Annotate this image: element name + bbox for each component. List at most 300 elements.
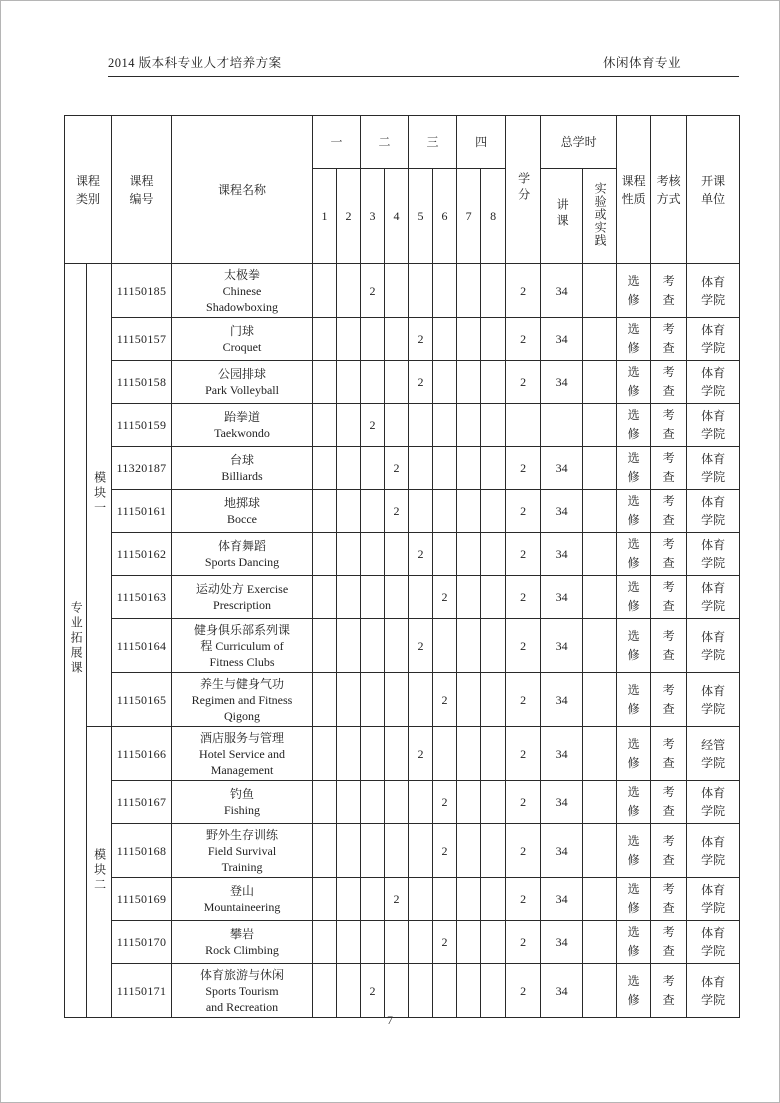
assessment-value: 考查 [651,824,687,878]
course-name-line: 台球 [230,453,255,467]
semester-hours-6: 2 [433,921,457,964]
assessment-value: 考查 [651,964,687,1018]
course-id: 11150164 [112,619,172,673]
semester-hours-1 [313,490,337,533]
semester-hours-4 [385,781,409,824]
course-row [65,318,740,361]
offering-unit-value: 体育学院 [687,447,740,490]
course-id: 11150169 [112,878,172,921]
practice-hours-value [583,964,617,1018]
course-row [65,824,740,878]
course-id: 11150165 [112,673,172,727]
semester-hours-5 [409,404,433,447]
course-name [172,824,313,878]
course-name-line: Fitness Clubs [209,654,275,669]
col-header-semester-6: 6 [433,169,457,264]
course-name-line: Management [210,762,274,777]
course-name-line: 地掷球 [224,496,261,510]
semester-hours-8 [481,576,506,619]
col-header-course-name: 课程名称 [172,116,313,264]
course-row [65,673,740,727]
course-name [172,264,313,318]
semester-hours-1 [313,361,337,404]
course-name-line: Sports Tourism [205,983,279,998]
lecture-hours-value: 34 [541,318,583,361]
semester-hours-4: 2 [385,447,409,490]
col-header-offering-unit: 开课单位 [687,116,740,264]
semester-hours-1 [313,533,337,576]
course-nature-value: 选修 [617,921,651,964]
semester-hours-3 [361,619,385,673]
semester-hours-5: 2 [409,619,433,673]
course-name-line: Bocce [227,512,257,526]
offering-unit-value: 体育学院 [687,964,740,1018]
practice-hours-value [583,318,617,361]
offering-unit-value: 体育学院 [687,781,740,824]
course-name-line: 运动处方 Exercise [195,582,289,596]
semester-hours-4 [385,264,409,318]
course-row [65,964,740,1018]
course-name [172,619,313,673]
assessment-value: 考查 [651,361,687,404]
semester-hours-8 [481,964,506,1018]
semester-hours-4 [385,619,409,673]
course-row [65,264,740,318]
course-row [65,878,740,921]
semester-hours-1 [313,727,337,781]
credits-value: 2 [506,533,541,576]
semester-hours-4 [385,921,409,964]
semester-hours-7 [457,921,481,964]
course-nature-value: 选修 [617,878,651,921]
lecture-hours-value: 34 [541,824,583,878]
col-header-semester-4: 4 [385,169,409,264]
course-name [172,673,313,727]
offering-unit-value: 体育学院 [687,824,740,878]
course-name [172,318,313,361]
semester-hours-6 [433,404,457,447]
semester-hours-1 [313,447,337,490]
semester-hours-8 [481,404,506,447]
practice-hours-value [583,447,617,490]
semester-hours-5: 2 [409,361,433,404]
category-label: 专业拓展课 [65,264,87,1018]
lecture-hours-value: 34 [541,533,583,576]
semester-hours-3 [361,361,385,404]
semester-hours-1 [313,878,337,921]
col-header-semester-7: 7 [457,169,481,264]
course-name [172,404,313,447]
semester-hours-2 [337,727,361,781]
offering-unit-value: 体育学院 [687,878,740,921]
course-name [172,533,313,576]
semester-hours-1 [313,921,337,964]
semester-hours-4 [385,361,409,404]
semester-hours-7 [457,533,481,576]
col-header-total-hours: 总学时 [541,116,617,169]
course-name-line: 攀岩 [230,927,255,941]
credits-value: 2 [506,824,541,878]
semester-hours-5: 2 [409,533,433,576]
practice-hours-value [583,490,617,533]
semester-hours-7 [457,447,481,490]
course-name-line: Fishing [224,803,261,817]
document-header [108,53,739,77]
course-id: 11150167 [112,781,172,824]
course-id: 11150162 [112,533,172,576]
course-nature-value: 选修 [617,264,651,318]
semester-hours-5 [409,878,433,921]
col-header-experiment-or-practice: 实验或实践 [583,169,617,264]
course-row [65,533,740,576]
offering-unit-value: 体育学院 [687,361,740,404]
offering-unit-value: 体育学院 [687,533,740,576]
course-nature-value: 选修 [617,447,651,490]
credits-value: 2 [506,447,541,490]
course-name-line: Rock Climbing [205,943,279,957]
assessment-value: 考查 [651,727,687,781]
course-name [172,921,313,964]
semester-hours-3 [361,824,385,878]
semester-hours-6 [433,447,457,490]
semester-hours-5 [409,921,433,964]
semester-hours-1 [313,964,337,1018]
course-name [172,781,313,824]
semester-hours-1 [313,781,337,824]
semester-hours-3 [361,447,385,490]
practice-hours-value [583,921,617,964]
course-nature-value: 选修 [617,404,651,447]
course-row [65,619,740,673]
course-name [172,447,313,490]
col-header-semester-1: 1 [313,169,337,264]
course-id: 11320187 [112,447,172,490]
assessment-value: 考查 [651,921,687,964]
semester-hours-2 [337,264,361,318]
course-nature-value: 选修 [617,781,651,824]
lecture-hours-value: 34 [541,264,583,318]
credits-value: 2 [506,361,541,404]
col-header-year-1: 一 [313,116,361,169]
course-name [172,727,313,781]
course-name-line: Mountaineering [203,900,281,914]
course-name [172,490,313,533]
course-id: 11150166 [112,727,172,781]
course-id: 11150159 [112,404,172,447]
offering-unit-value: 体育学院 [687,619,740,673]
semester-hours-2 [337,878,361,921]
semester-hours-3 [361,878,385,921]
semester-hours-4 [385,824,409,878]
semester-hours-2 [337,619,361,673]
semester-hours-4 [385,673,409,727]
semester-hours-6: 2 [433,781,457,824]
course-row [65,921,740,964]
lecture-hours-value: 34 [541,619,583,673]
course-name [172,964,313,1018]
offering-unit-value: 体育学院 [687,490,740,533]
semester-hours-7 [457,878,481,921]
course-name-line: Taekwondo [214,426,270,440]
course-nature-value: 选修 [617,318,651,361]
assessment-value: 考查 [651,404,687,447]
semester-hours-6: 2 [433,824,457,878]
course-name-line: 登山 [230,884,255,898]
course-name-line: 养生与健身气功 [200,676,285,691]
course-name-line: Shadowboxing [206,299,279,314]
course-id: 11150168 [112,824,172,878]
semester-hours-3: 2 [361,404,385,447]
semester-hours-5 [409,781,433,824]
semester-hours-6 [433,318,457,361]
course-id: 11150171 [112,964,172,1018]
offering-unit-value: 体育学院 [687,673,740,727]
semester-hours-3 [361,727,385,781]
course-row [65,576,740,619]
lecture-hours-value: 34 [541,878,583,921]
lecture-hours-value: 34 [541,576,583,619]
assessment-value: 考查 [651,576,687,619]
semester-hours-5 [409,964,433,1018]
practice-hours-value [583,824,617,878]
course-name-line: Park Volleyball [205,383,279,397]
semester-hours-3: 2 [361,964,385,1018]
offering-unit-value: 体育学院 [687,404,740,447]
practice-hours-value [583,619,617,673]
semester-hours-7 [457,619,481,673]
course-name-line: 钓鱼 [230,787,255,801]
semester-hours-3 [361,490,385,533]
practice-hours-value [583,404,617,447]
course-name-line: 门球 [230,324,255,338]
header-right-title: 休闲体育专业 [602,56,681,70]
semester-hours-1 [313,318,337,361]
credits-value: 2 [506,619,541,673]
semester-hours-8 [481,878,506,921]
semester-hours-7 [457,727,481,781]
credits-value: 2 [506,781,541,824]
course-row [65,490,740,533]
assessment-value: 考查 [651,781,687,824]
semester-hours-8 [481,921,506,964]
semester-hours-5 [409,490,433,533]
semester-hours-2 [337,673,361,727]
course-id: 11150163 [112,576,172,619]
semester-hours-5 [409,264,433,318]
semester-hours-2 [337,533,361,576]
credits-value: 2 [506,318,541,361]
course-name-line: Hotel Service and [199,746,285,761]
semester-hours-1 [313,576,337,619]
semester-hours-5 [409,824,433,878]
course-name-line: 跆拳道 [224,410,261,424]
semester-hours-2 [337,781,361,824]
curriculum-table [64,115,740,1018]
semester-hours-8 [481,619,506,673]
course-id: 11150185 [112,264,172,318]
semester-hours-4 [385,964,409,1018]
semester-hours-5: 2 [409,318,433,361]
lecture-hours-value: 34 [541,781,583,824]
offering-unit-value: 体育学院 [687,921,740,964]
semester-hours-1 [313,619,337,673]
course-table-body [65,264,740,1018]
semester-hours-2 [337,447,361,490]
col-header-assessment: 考核方式 [651,116,687,264]
assessment-value: 考查 [651,318,687,361]
semester-hours-6: 2 [433,673,457,727]
semester-hours-6 [433,490,457,533]
page-number: 7 [387,1013,393,1027]
course-name-line: Field Survival [207,843,277,858]
semester-hours-2 [337,964,361,1018]
assessment-value: 考查 [651,533,687,576]
semester-hours-8 [481,673,506,727]
semester-hours-8 [481,361,506,404]
credits-value: 2 [506,264,541,318]
lecture-hours-value: 34 [541,361,583,404]
assessment-value: 考查 [651,264,687,318]
semester-hours-6 [433,878,457,921]
course-name-line: 体育旅游与休闲 [200,967,285,982]
semester-hours-5 [409,576,433,619]
semester-hours-3 [361,533,385,576]
course-name-line: Training [221,859,263,874]
semester-hours-6 [433,964,457,1018]
course-nature-value: 选修 [617,964,651,1018]
semester-hours-4: 2 [385,878,409,921]
course-name-line: 健身俱乐部系列课 [194,622,291,637]
semester-hours-8 [481,781,506,824]
col-header-course-nature: 课程性质 [617,116,651,264]
semester-hours-8 [481,264,506,318]
semester-hours-6 [433,264,457,318]
semester-hours-1 [313,404,337,447]
semester-hours-5: 2 [409,727,433,781]
semester-hours-2 [337,361,361,404]
practice-hours-value [583,673,617,727]
semester-hours-7 [457,318,481,361]
course-name-line: 公园排球 [218,367,267,381]
course-id: 11150161 [112,490,172,533]
semester-hours-6 [433,619,457,673]
header-left-title: 2014 版本科专业人才培养方案 [108,56,282,70]
course-name-line: 太极拳 [224,267,261,282]
table-header [65,116,740,264]
semester-hours-7 [457,824,481,878]
semester-hours-2 [337,824,361,878]
semester-hours-4 [385,318,409,361]
semester-hours-2 [337,404,361,447]
semester-hours-6: 2 [433,576,457,619]
semester-hours-3 [361,781,385,824]
module-1-label: 模块一 [87,264,112,727]
semester-hours-3 [361,576,385,619]
practice-hours-value [583,533,617,576]
offering-unit-value: 体育学院 [687,264,740,318]
semester-hours-8 [481,318,506,361]
lecture-hours-value: 34 [541,921,583,964]
offering-unit-value: 体育学院 [687,318,740,361]
course-nature-value: 选修 [617,490,651,533]
course-name-line: Prescription [213,598,272,612]
course-name-line: 酒店服务与管理 [200,730,285,745]
credits-value: 2 [506,964,541,1018]
course-name-line: 野外生存训练 [206,827,279,842]
course-nature-value: 选修 [617,727,651,781]
semester-hours-8 [481,727,506,781]
semester-hours-4 [385,533,409,576]
lecture-hours-value: 34 [541,673,583,727]
course-row [65,727,740,781]
module-2-label: 模块二 [87,727,112,1018]
semester-hours-8 [481,533,506,576]
course-name [172,576,313,619]
col-header-course-category: 课程类别 [65,116,112,264]
semester-hours-7 [457,264,481,318]
semester-hours-7 [457,673,481,727]
practice-hours-value [583,264,617,318]
semester-hours-5 [409,447,433,490]
assessment-value: 考查 [651,878,687,921]
semester-hours-6 [433,361,457,404]
semester-hours-7 [457,490,481,533]
credits-value [506,404,541,447]
credits-value: 2 [506,727,541,781]
semester-hours-7 [457,576,481,619]
course-name-line: Croquet [222,340,262,354]
course-name-line: Regimen and Fitness [191,692,293,707]
semester-hours-8 [481,447,506,490]
credits-value: 2 [506,673,541,727]
offering-unit-value: 体育学院 [687,576,740,619]
credits-value: 2 [506,921,541,964]
col-header-year-3: 三 [409,116,457,169]
assessment-value: 考查 [651,447,687,490]
col-header-semester-2: 2 [337,169,361,264]
semester-hours-1 [313,824,337,878]
lecture-hours-value [541,404,583,447]
col-header-year-4: 四 [457,116,506,169]
course-nature-value: 选修 [617,673,651,727]
course-name-line: Chinese [222,283,262,298]
course-name-line: 程 Curriculum of [200,638,284,653]
course-name-line: 体育舞蹈 [218,539,267,553]
lecture-hours-value: 34 [541,727,583,781]
course-nature-value: 选修 [617,619,651,673]
assessment-value: 考查 [651,619,687,673]
course-name-line: Billiards [221,469,263,483]
semester-hours-2 [337,576,361,619]
semester-hours-7 [457,781,481,824]
practice-hours-value [583,361,617,404]
semester-hours-6 [433,533,457,576]
course-row [65,404,740,447]
semester-hours-4 [385,727,409,781]
col-header-credits: 学分 [506,116,541,264]
assessment-value: 考查 [651,673,687,727]
credits-value: 2 [506,576,541,619]
course-name [172,878,313,921]
course-id: 11150157 [112,318,172,361]
credits-value: 2 [506,878,541,921]
course-name-line: and Recreation [205,999,279,1014]
semester-hours-5 [409,673,433,727]
practice-hours-value [583,576,617,619]
semester-hours-3 [361,318,385,361]
semester-hours-4: 2 [385,490,409,533]
course-id: 11150158 [112,361,172,404]
